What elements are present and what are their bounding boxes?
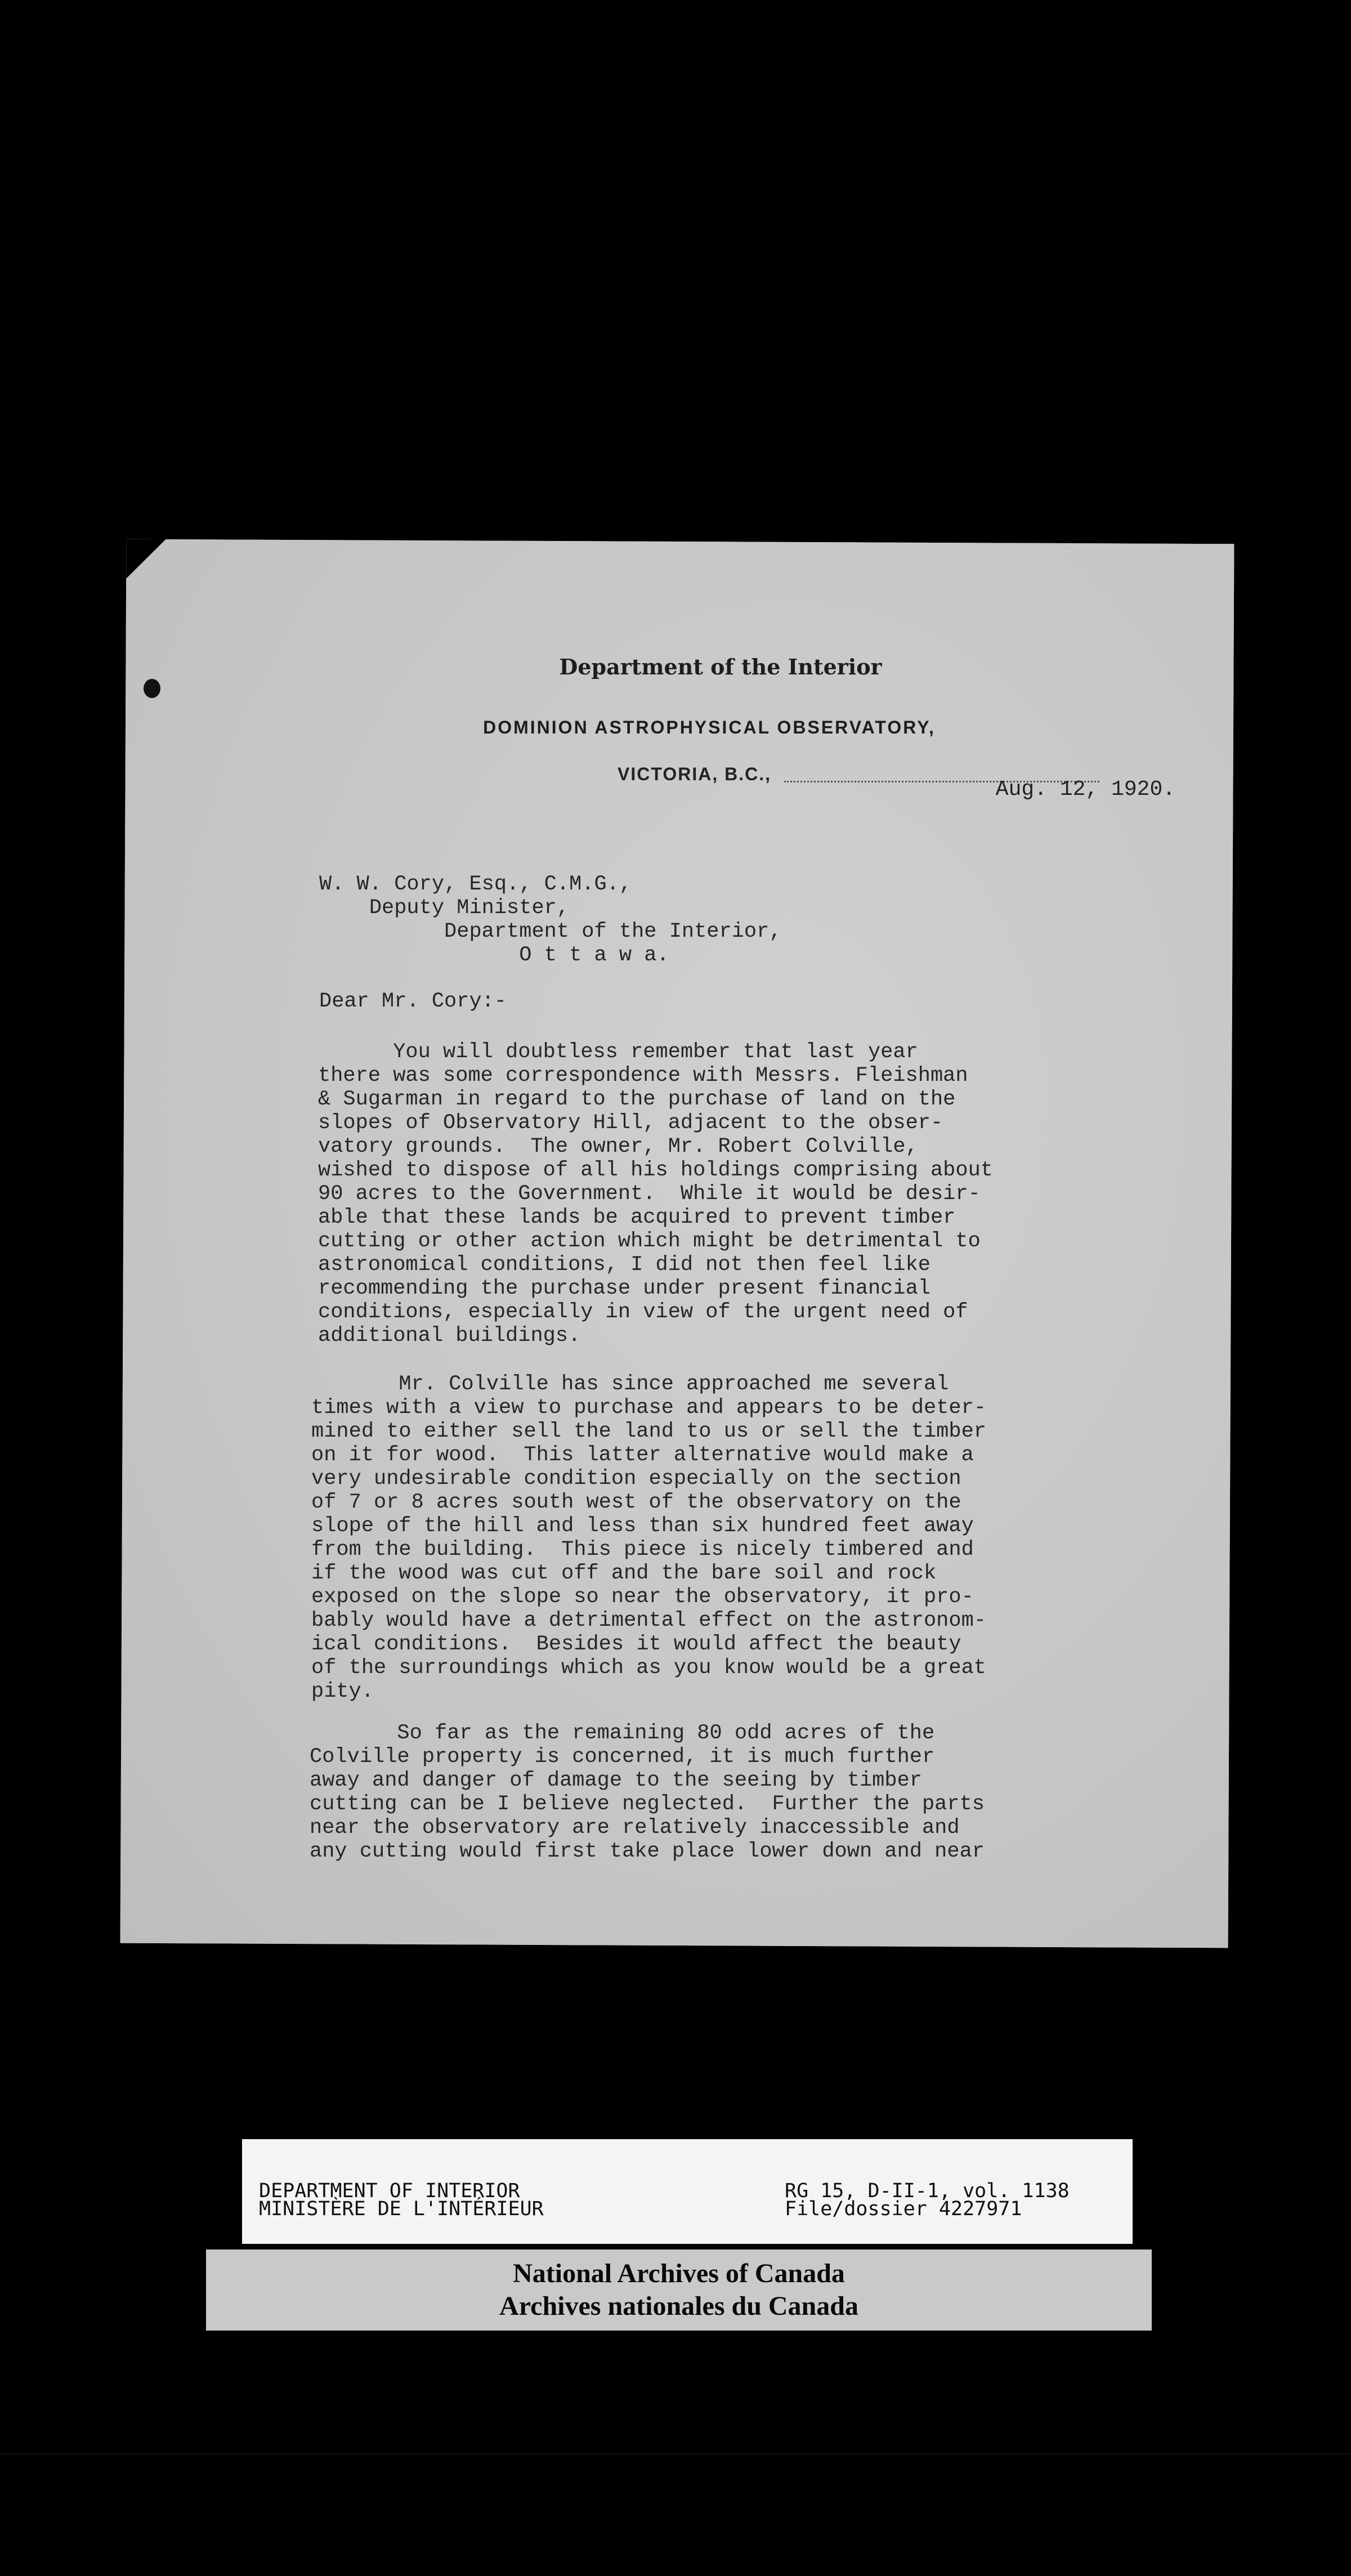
record-group-reference: RG 15, D-II-1, vol. 1138 (785, 2180, 1070, 2202)
department-french: MINISTÈRE DE L'INTÉRIEUR (259, 2198, 544, 2220)
archive-reference-label (242, 2139, 1133, 2244)
folded-corner (126, 539, 165, 579)
archives-name-french: Archives nationales du Canada (499, 2291, 858, 2321)
department-english: DEPARTMENT OF INTERIOR (259, 2180, 520, 2202)
letter-date: Aug. 12, 1920. (995, 777, 1176, 802)
punch-hole (144, 679, 160, 698)
dateline (618, 763, 1176, 802)
archives-credit-label (206, 2249, 1152, 2331)
file-number: File/dossier 4227971 (785, 2198, 1022, 2220)
paragraph-3: So far as the remaining 80 odd acres of the Colville property is concerned, it is much further away and danger of damage to the seeing by timber cutting can be I believe neglected. Further the parts near the observatory are relatively inaccessible and any cutting would first take place lower down and near (310, 1721, 985, 1863)
letterhead-department: Department of the Interior (559, 654, 882, 679)
archives-name-english: National Archives of Canada (513, 2259, 845, 2288)
divider (0, 2453, 1351, 2454)
date-underline (784, 777, 1176, 802)
letterhead-observatory: DOMINION ASTROPHYSICAL OBSERVATORY, (483, 717, 936, 737)
dateline-place: VICTORIA, B.C., (618, 764, 771, 784)
salutation: Dear Mr. Cory:- (319, 990, 507, 1013)
recipient-address: W. W. Cory, Esq., C.M.G., Deputy Minister, Department of the Interior, O t t a w a. (319, 873, 782, 967)
paragraph-2: Mr. Colville has since approached me several times with a view to purchase and appears to be deter- mined to either sell the land to us or sell the timber on it for wood. This latter alternative would make a very undesirable condition especially on the section of 7 or 8 acres south west of the observatory on the slope of the hill and less than six hundred feet away from the building. This piece is nicely timbered and if the wood was cut off and the bare soil and rock exposed on the slope so near the observatory, it pro- bably would have a detrimental effect on the astronom- ical conditions. Besides it would affect the beauty of the surroundings which as you know would be a great pity. (311, 1372, 986, 1703)
paragraph-1: You will doubtless remember that last year there was some correspondence with Messrs. Fleishman & Sugarman in regard to the purchase of land on the slopes of Observatory Hill, adjacent to the obser- vatory grounds. The owner, Mr. Robert Colville, wished to dispose of all his holdings comprising about 90 acres to the Government. While it would be desir- able that these lands be acquired to prevent timber cutting or other action which might be detrimental to astronomical conditions, I did not then feel like recommending the purchase under present financial conditions, especially in view of the urgent need of additional buildings. (318, 1040, 993, 1348)
bleed-through-text (1099, 566, 1211, 1906)
